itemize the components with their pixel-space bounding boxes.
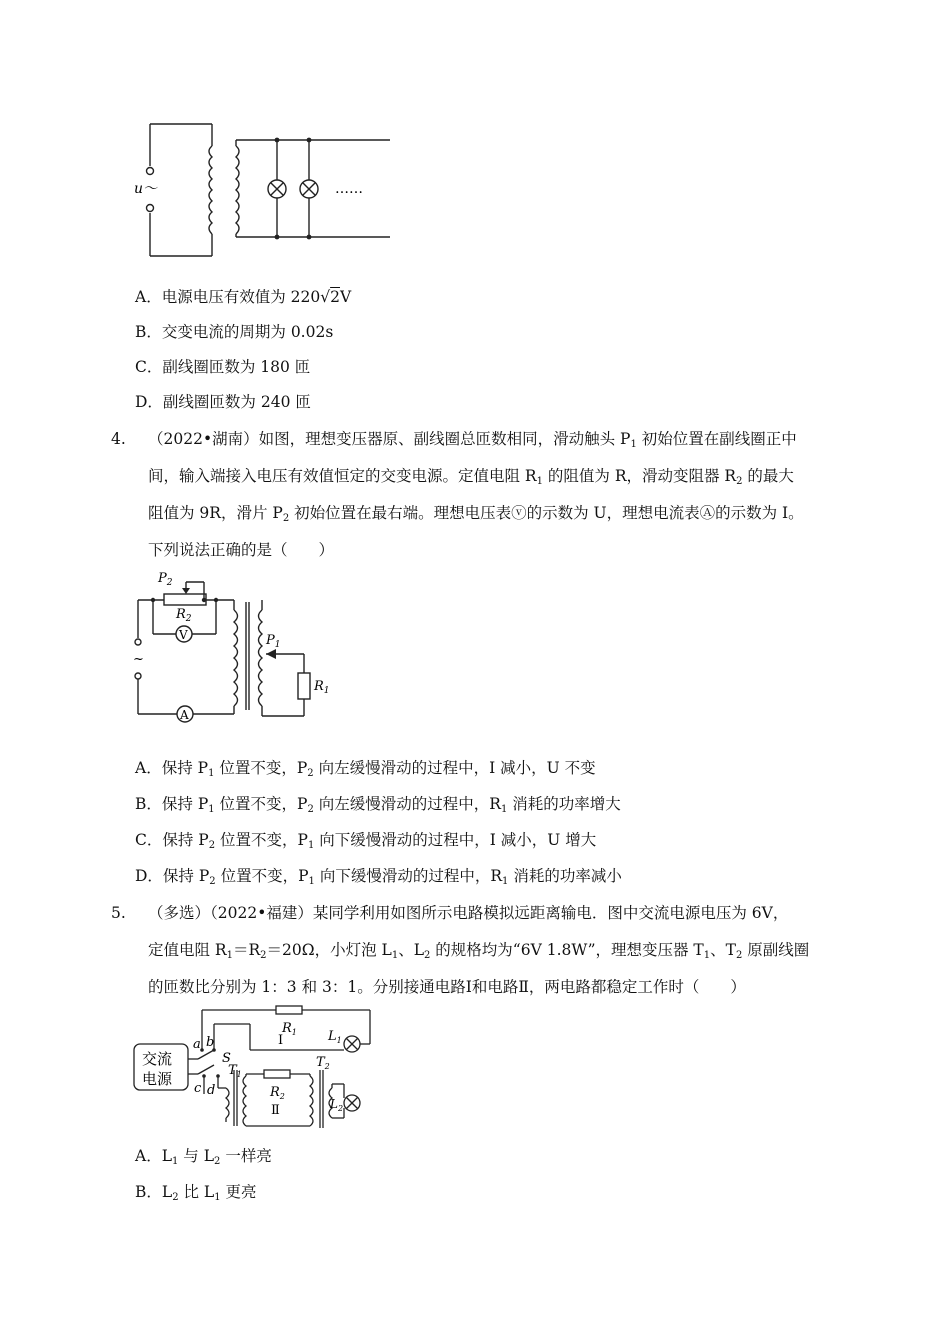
q4-number: 4. bbox=[111, 430, 126, 448]
q4-option-a[interactable]: A．保持 $P_1$ 位置不变，$P_2$ 向左缓慢滑动的过程中，I 减小，U 不变 bbox=[135, 759, 596, 779]
terminal-a-label: a bbox=[193, 1037, 201, 1052]
power-source-label-2: 电源 bbox=[142, 1070, 173, 1088]
q3-source-label: u～ bbox=[134, 181, 158, 197]
q5-r2-label: $R_2$ bbox=[270, 1085, 285, 1101]
q3-option-b[interactable]: B．交变电流的周期为 0.02s bbox=[135, 323, 334, 341]
terminal-d-label: d bbox=[207, 1083, 216, 1098]
q4-r2-label: $R_2$ bbox=[176, 607, 192, 624]
q4-stem-line-2: 间，输入端接入电压有效值恒定的交变电源。定值电阻 $R_1$ 的阻值为 R，滑动变阻器 $R_2$ 的最大 bbox=[148, 467, 794, 487]
q5-stem-line-2: 定值电阻 $R_1=R_2=20\Omega$，小灯泡 $L_1$、$L_2$ 的规格均为“6V 1.8W”，理想变压器 $T_1$、$T_2$ 原副线圈 bbox=[148, 941, 810, 961]
q4-ac-label: ~ bbox=[133, 652, 144, 667]
circuit-ii-label: Ⅱ bbox=[271, 1103, 280, 1118]
ammeter-symbol: A bbox=[180, 708, 189, 722]
terminal-b-label: b bbox=[206, 1035, 215, 1050]
q5-stem-line-1: （多选）（2022•福建）某同学利用如图所示电路模拟远距离输电．图中交流电源电压为 6V， bbox=[148, 904, 789, 922]
q5-r1-label: $R_1$ bbox=[282, 1021, 297, 1037]
q4-circuit-figure bbox=[128, 566, 348, 724]
power-source-label-1: 交流 bbox=[142, 1050, 173, 1068]
sqrt-symbol: √ bbox=[320, 288, 331, 306]
q5-stem-line-3: 的匝数比分别为 1：3 和 3：1。分别接通电路Ⅰ和电路Ⅱ，两电路都稳定工作时（ ） bbox=[148, 978, 746, 996]
terminal-c-label: c bbox=[194, 1081, 202, 1096]
q4-option-b[interactable]: B．保持 $P_1$ 位置不变，$P_2$ 向左缓慢滑动的过程中，$R_1$ 消耗的功率增大 bbox=[135, 795, 621, 815]
q3-transformer-figure bbox=[130, 118, 400, 263]
q4-r1-label: $R_1$ bbox=[314, 679, 330, 696]
q4-stem-line-1: （2022•湖南）如图，理想变压器原、副线圈总匝数相同，滑动触头 $P_1$ 初始位置在副线圈正中 bbox=[148, 430, 797, 450]
q5-number: 5. bbox=[111, 904, 126, 922]
q5-l1-label: $L_1$ bbox=[328, 1029, 342, 1045]
q4-option-d[interactable]: D．保持 $P_2$ 位置不变，$P_1$ 向下缓慢滑动的过程中，$R_1$ 消耗的功率减小 bbox=[135, 867, 622, 887]
q4-stem-line-4: 下列说法正确的是（ ） bbox=[148, 541, 335, 559]
q5-option-a[interactable]: A．$L_1$ 与 $L_2$ 一样亮 bbox=[135, 1147, 272, 1167]
q5-t2-label: $T_2$ bbox=[316, 1055, 330, 1071]
q5-l2-label: $L_2$ bbox=[330, 1097, 344, 1113]
q3-option-a[interactable]: A．电源电压有效值为 220√2V bbox=[135, 288, 352, 306]
q4-p1-label: $P_1$ bbox=[266, 633, 281, 650]
q3-option-c[interactable]: C．副线圈匝数为 180 匝 bbox=[135, 358, 311, 376]
q4-stem-line-3: 阻值为 9R，滑片 $P_2$ 初始位置在最右端。理想电压表ⓥ的示数为 U，理想电流表Ⓐ的示数为 I。 bbox=[148, 504, 804, 524]
q3-dots-label: …… bbox=[335, 181, 363, 197]
q4-option-c[interactable]: C．保持 $P_2$ 位置不变，$P_1$ 向下缓慢滑动的过程中，I 减小，U 增大 bbox=[135, 831, 597, 851]
q4-p2-label: $P_2$ bbox=[158, 571, 173, 588]
q5-circuit-figure bbox=[130, 1004, 380, 1129]
circuit-i-label: I bbox=[278, 1033, 284, 1048]
q5-t1-label: $T_1$ bbox=[228, 1063, 242, 1079]
voltmeter-symbol: V bbox=[179, 628, 188, 642]
q5-option-b[interactable]: B．$L_2$ 比 $L_1$ 更亮 bbox=[135, 1183, 257, 1203]
switch-s-label: S bbox=[222, 1051, 231, 1066]
q3-option-d[interactable]: D．副线圈匝数为 240 匝 bbox=[135, 393, 311, 411]
